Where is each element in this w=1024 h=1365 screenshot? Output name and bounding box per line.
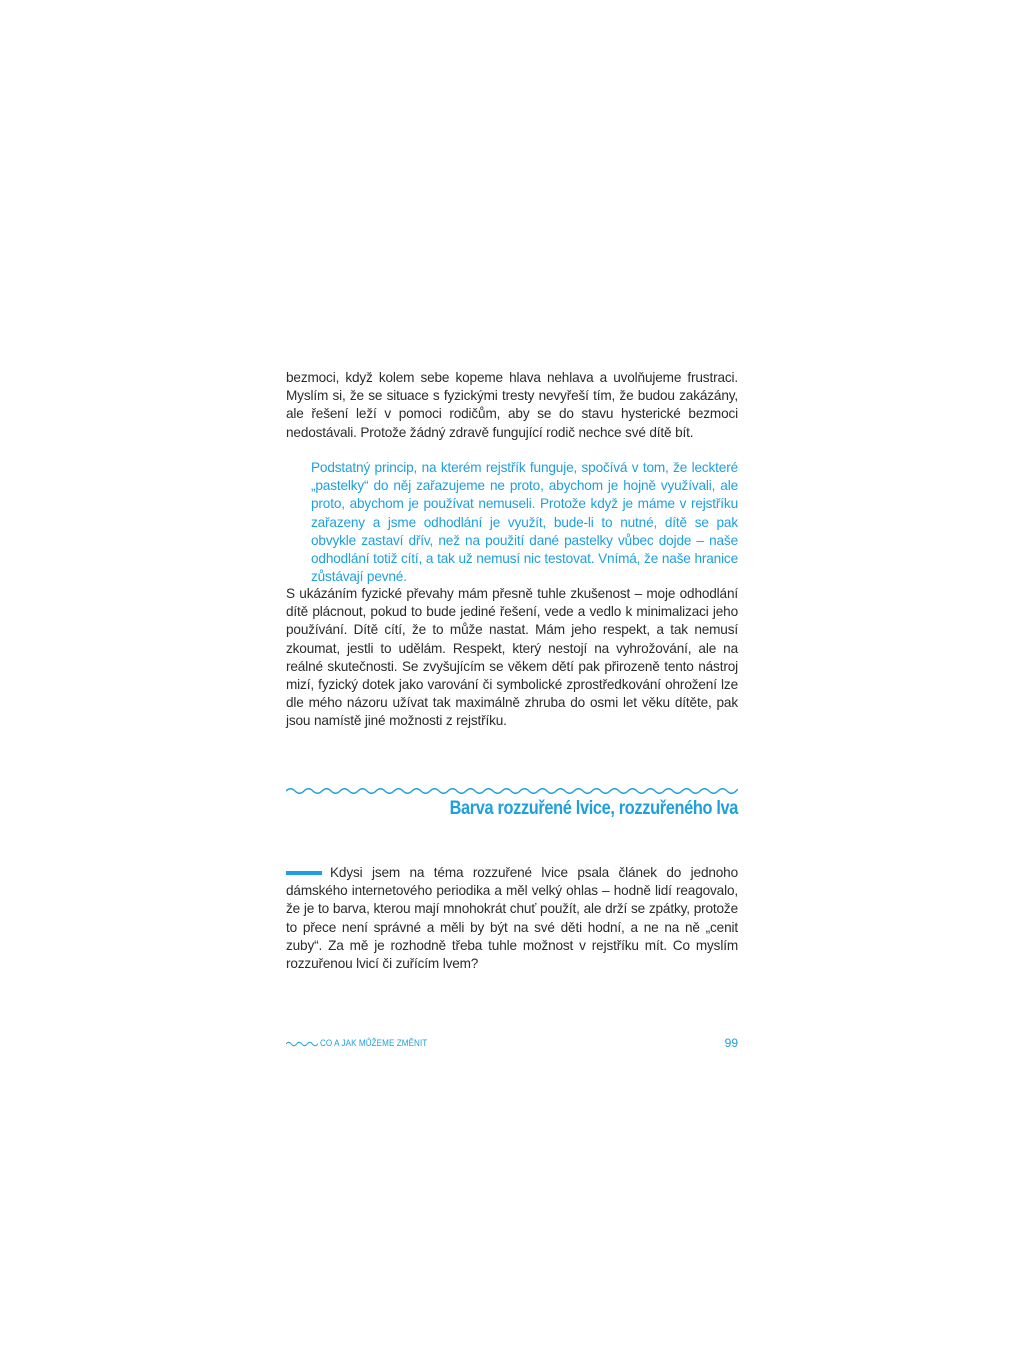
footer-wave-icon — [286, 1039, 318, 1049]
section-heading: Barva rozzuřené lvice, rozzuřeného lva — [449, 798, 738, 819]
page-number: 99 — [724, 1036, 738, 1050]
footer-chapter-title: CO A JAK MŮŽEME ZMĚNIT — [320, 1038, 428, 1049]
highlight-quote: Podstatný princip, na kterém rejstřík funguje, spočívá v tom, že leckteré „pastelky“ do něj zařazujeme ne proto, abychom je hojně využívali, ale proto, abychom je používat nemuseli. Protože když je máme v rejstříku zařazeny a jsme odhodlání je využít, bude-li to nutné, dítě se pak obvykle zastaví dřív, než na použití dané pastelky vůbec dojde – naše odhodlání totiž cítí, a tak už nemusí nic testovat. Vnímá, že naše hranice zůstávají pevné. — [311, 460, 738, 585]
body-paragraph-1: bezmoci, když kolem sebe kopeme hlava nehlava a uvolňujeme frustraci. Myslím si, že se situace s fyzickými tresty nevyřeší tím, že budou zakázány, ale řešení leží v pomoci rodičům, aby se do stavu hysterické bezmoci nedostávali. Protože žádný zdravě fungující rodič nechce své dítě bít. — [286, 370, 738, 440]
wave-divider-icon — [286, 785, 738, 797]
body-paragraph-2: S ukázáním fyzické převahy mám přesně tuhle zkušenost – moje odhodlání dítě plácnout, pokud to bude jediné řešení, vede a vedlo k minimalizaci jeho používání. Dítě cítí, že to může nastat. Mám jeho respekt, a tak nemusí zkoumat, jestli to udělám. Respekt, který nestojí na vyhrožování, ale na reálné skutečnosti. Se zvyšujícím se věkem dětí pak přirozeně tento nástroj mizí, fyzický dotek jako varování či symbolické zprostředkování ohrožení lze dle mého názoru užívat tak maximálně zhruba do osmi let věku dítěte, pak jsou namístě jiné možnosti z rejstříku. — [286, 586, 738, 729]
body-paragraph-3: Kdysi jsem na téma rozzuřené lvice psala článek do jednoho dámského internetového periodika a měl velký ohlas – hodně lidí reagovalo, že je to barva, kterou mají mnohokrát chuť použít, ale drží se zpátky, protože to přece není správné a měli by být na své děti hodní, a ne na ně „cenit zuby“. Za mě je rozhodně třeba tuhle možnost v rejstříku mít. Co myslím rozzuřenou lvicí či zuřícím lvem? — [286, 865, 738, 972]
